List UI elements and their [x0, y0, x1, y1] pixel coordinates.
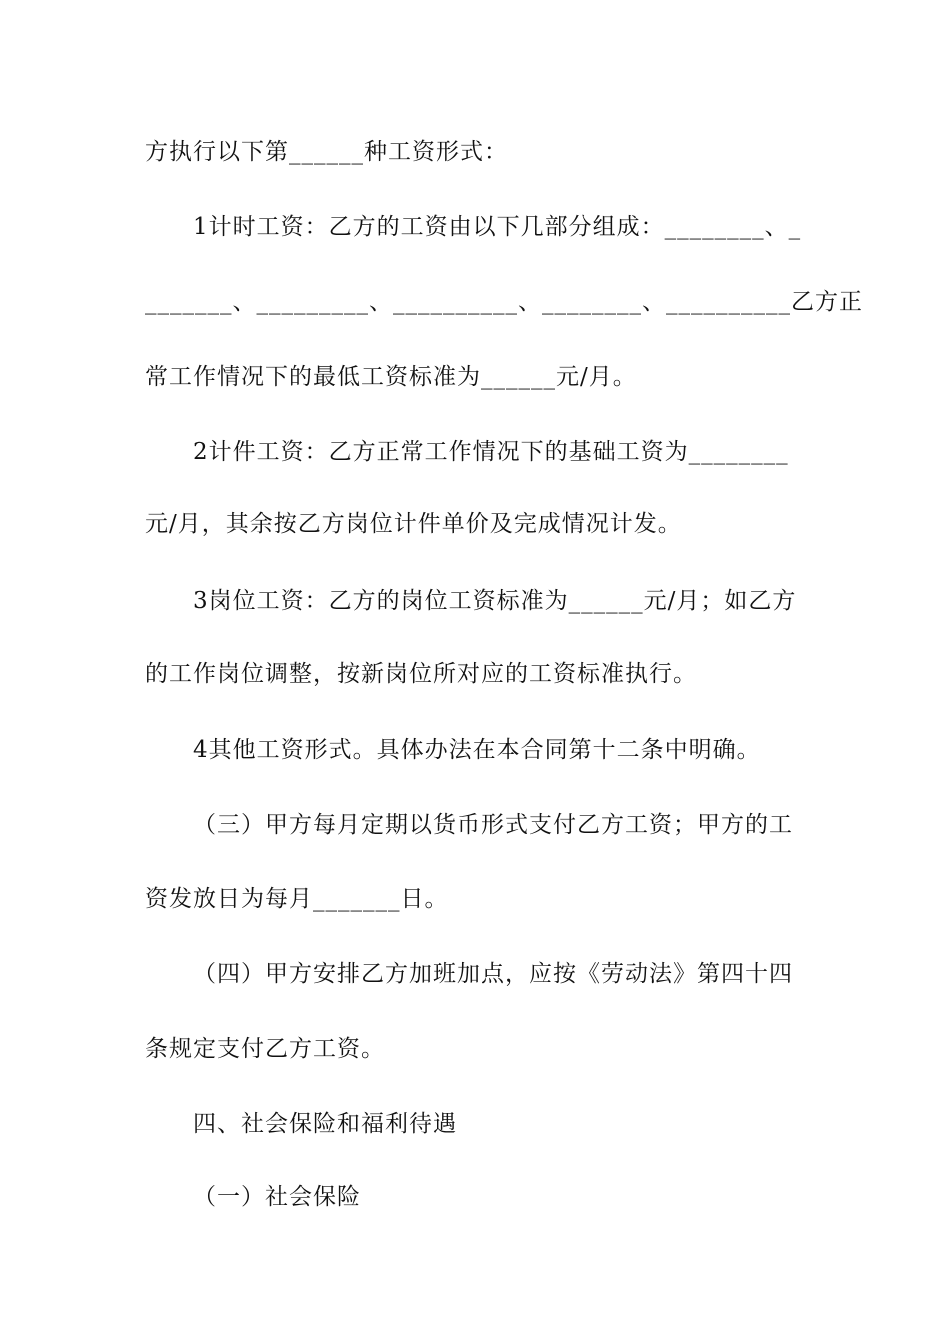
text-line: （四）甲方安排乙方加班加点，应按《劳动法》第四十四 [193, 961, 793, 987]
text-line: _______、_________、__________、________、__________乙方正 [145, 289, 863, 315]
section-heading: 四、社会保险和福利待遇 [193, 1111, 457, 1137]
text-line: 1计时工资：乙方的工资由以下几部分组成：________、_ [193, 214, 802, 240]
text-line: 方执行以下第______种工资形式： [145, 139, 508, 165]
text-line: 的工作岗位调整，按新岗位所对应的工资标准执行。 [145, 661, 697, 687]
text-line: 资发放日为每月_______日。 [145, 886, 449, 912]
text-line: 元/月，其余按乙方岗位计件单价及完成情况计发。 [145, 511, 682, 537]
text-line: 2计件工资：乙方正常工作情况下的基础工资为________ [193, 439, 789, 465]
text-line: 条规定支付乙方工资。 [145, 1036, 385, 1062]
text-line: 常工作情况下的最低工资标准为______元/月。 [145, 364, 637, 390]
text-line: 4其他工资形式。具体办法在本合同第十二条中明确。 [193, 737, 761, 763]
subsection-heading: （一）社会保险 [193, 1184, 361, 1210]
text-line: （三）甲方每月定期以货币形式支付乙方工资；甲方的工 [193, 812, 793, 838]
text-line: 3岗位工资：乙方的岗位工资标准为______元/月；如乙方 [193, 588, 797, 614]
